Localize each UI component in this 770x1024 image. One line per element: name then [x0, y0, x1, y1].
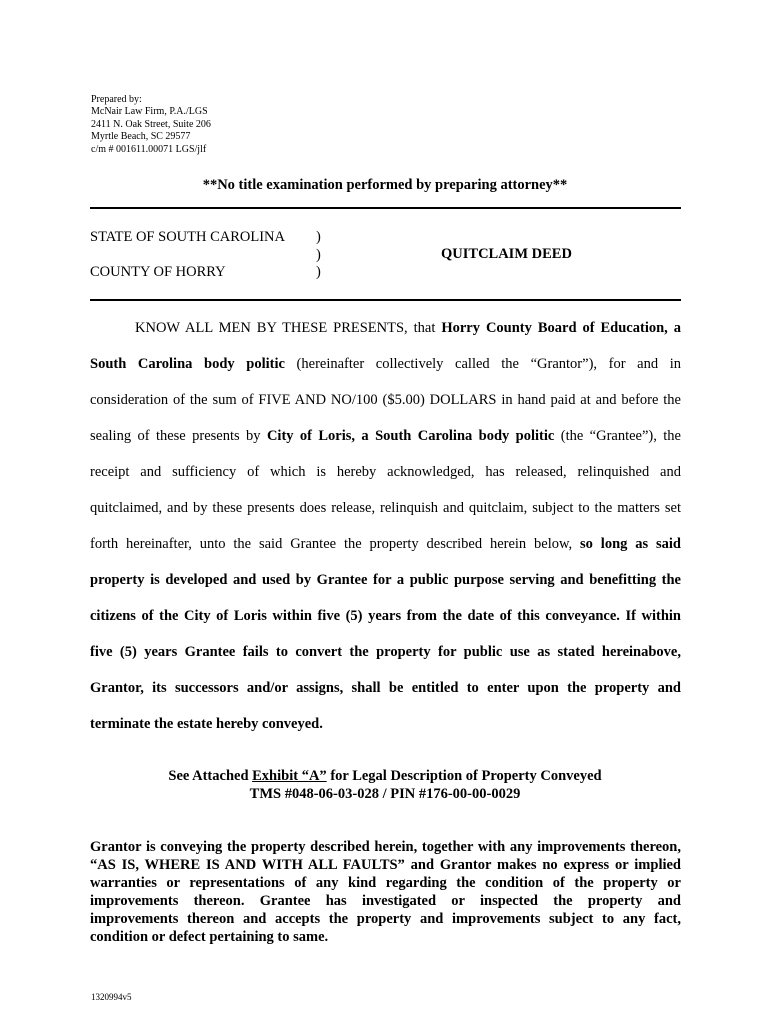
body-line-9: citizens of the City of Loris within five (5) years from the date of this conveyance. If within: [90, 608, 681, 624]
client-matter-number: c/m # 001611.00071 LGS/jlf: [91, 143, 207, 155]
exhibit-reference: [0, 767, 770, 803]
caption-county: COUNTY OF HORRY: [90, 264, 226, 280]
grantor-type: South Carolina body politic: [90, 356, 285, 372]
caption-top-rule: [90, 207, 681, 209]
body-line-2: South Carolina body politic (hereinafter collectively called the “Grantor”), for and in: [90, 356, 681, 372]
caption-paren-2: ): [316, 247, 321, 263]
firm-street-address: 2411 N. Oak Street, Suite 206: [91, 118, 211, 130]
as-is-line-2: “AS IS, WHERE IS AND WITH ALL FAULTS” and Grantor makes no express or implied: [90, 857, 681, 873]
prepared-by-block: [91, 94, 211, 156]
body-line-3: consideration of the sum of FIVE AND NO/100 ($5.00) DOLLARS in hand paid at and before the: [90, 392, 681, 408]
caption-paren-3: ): [316, 264, 321, 280]
body-line-10: five (5) years Grantee fails to convert the property for public use as stated hereinabove,: [90, 644, 681, 660]
deed-body: [90, 317, 681, 749]
body-line-5: receipt and sufficiency of which is hereby acknowledged, has released, relinquished and: [90, 464, 681, 480]
document-id-footer: 1320994v5: [91, 992, 132, 1002]
tms-pin-line: TMS #048-06-03-028 / PIN #176-00-00-0029: [249, 786, 521, 802]
exhibit-line: See Attached Exhibit “A” for Legal Description of Property Conveyed: [168, 768, 602, 784]
body-line-1: KNOW ALL MEN BY THESE PRESENTS, that Horry County Board of Education, a: [135, 320, 681, 336]
body-line-8: property is developed and used by Grantee for a public purpose serving and benefitting the: [90, 572, 681, 588]
body-line-12: terminate the estate hereby conveyed.: [90, 716, 323, 732]
firm-city-state-zip: Myrtle Beach, SC 29577: [91, 131, 191, 143]
title-exam-notice: **No title examination performed by preparing attorney**: [202, 177, 568, 193]
as-is-line-6: condition or defect pertaining to same.: [90, 929, 329, 945]
body-line-4: sealing of these presents by City of Loris, a South Carolina body politic (the “Grantee”), the: [90, 428, 681, 444]
as-is-line-5: improvements thereon and accepts the property and improvements subject to any fact,: [90, 911, 681, 927]
exhibit-a-label: Exhibit “A”: [252, 768, 327, 784]
grantee-name: City of Loris, a South Carolina body politic: [266, 428, 555, 444]
body-line-6: quitclaimed, and by these presents does release, relinquish and quitclaim, subject to the matters set: [90, 500, 681, 516]
caption-bottom-rule: [90, 299, 681, 301]
as-is-paragraph: [90, 838, 681, 946]
deed-title: QUITCLAIM DEED: [441, 246, 572, 262]
body-line-7: forth hereinafter, unto the said Grantee the property described herein below, so long as said: [90, 536, 681, 552]
as-is-line-3: warranties or representations of any kind regarding the condition of the property or: [90, 875, 681, 891]
caption-paren-1: ): [316, 229, 321, 245]
grantor-name: Horry County Board of Education, a: [441, 320, 681, 336]
caption-state: STATE OF SOUTH CAROLINA: [90, 229, 285, 245]
law-firm-name: McNair Law Firm, P.A./LGS: [91, 106, 208, 118]
body-line-11: Grantor, its successors and/or assigns, shall be entitled to enter upon the property and: [90, 680, 681, 696]
as-is-line-1: Grantor is conveying the property described herein, together with any improvements thereon,: [90, 839, 681, 855]
prepared-by-label: Prepared by:: [91, 94, 142, 105]
as-is-line-4: improvements thereon. Grantee has investigated or inspected the property and: [90, 893, 681, 909]
